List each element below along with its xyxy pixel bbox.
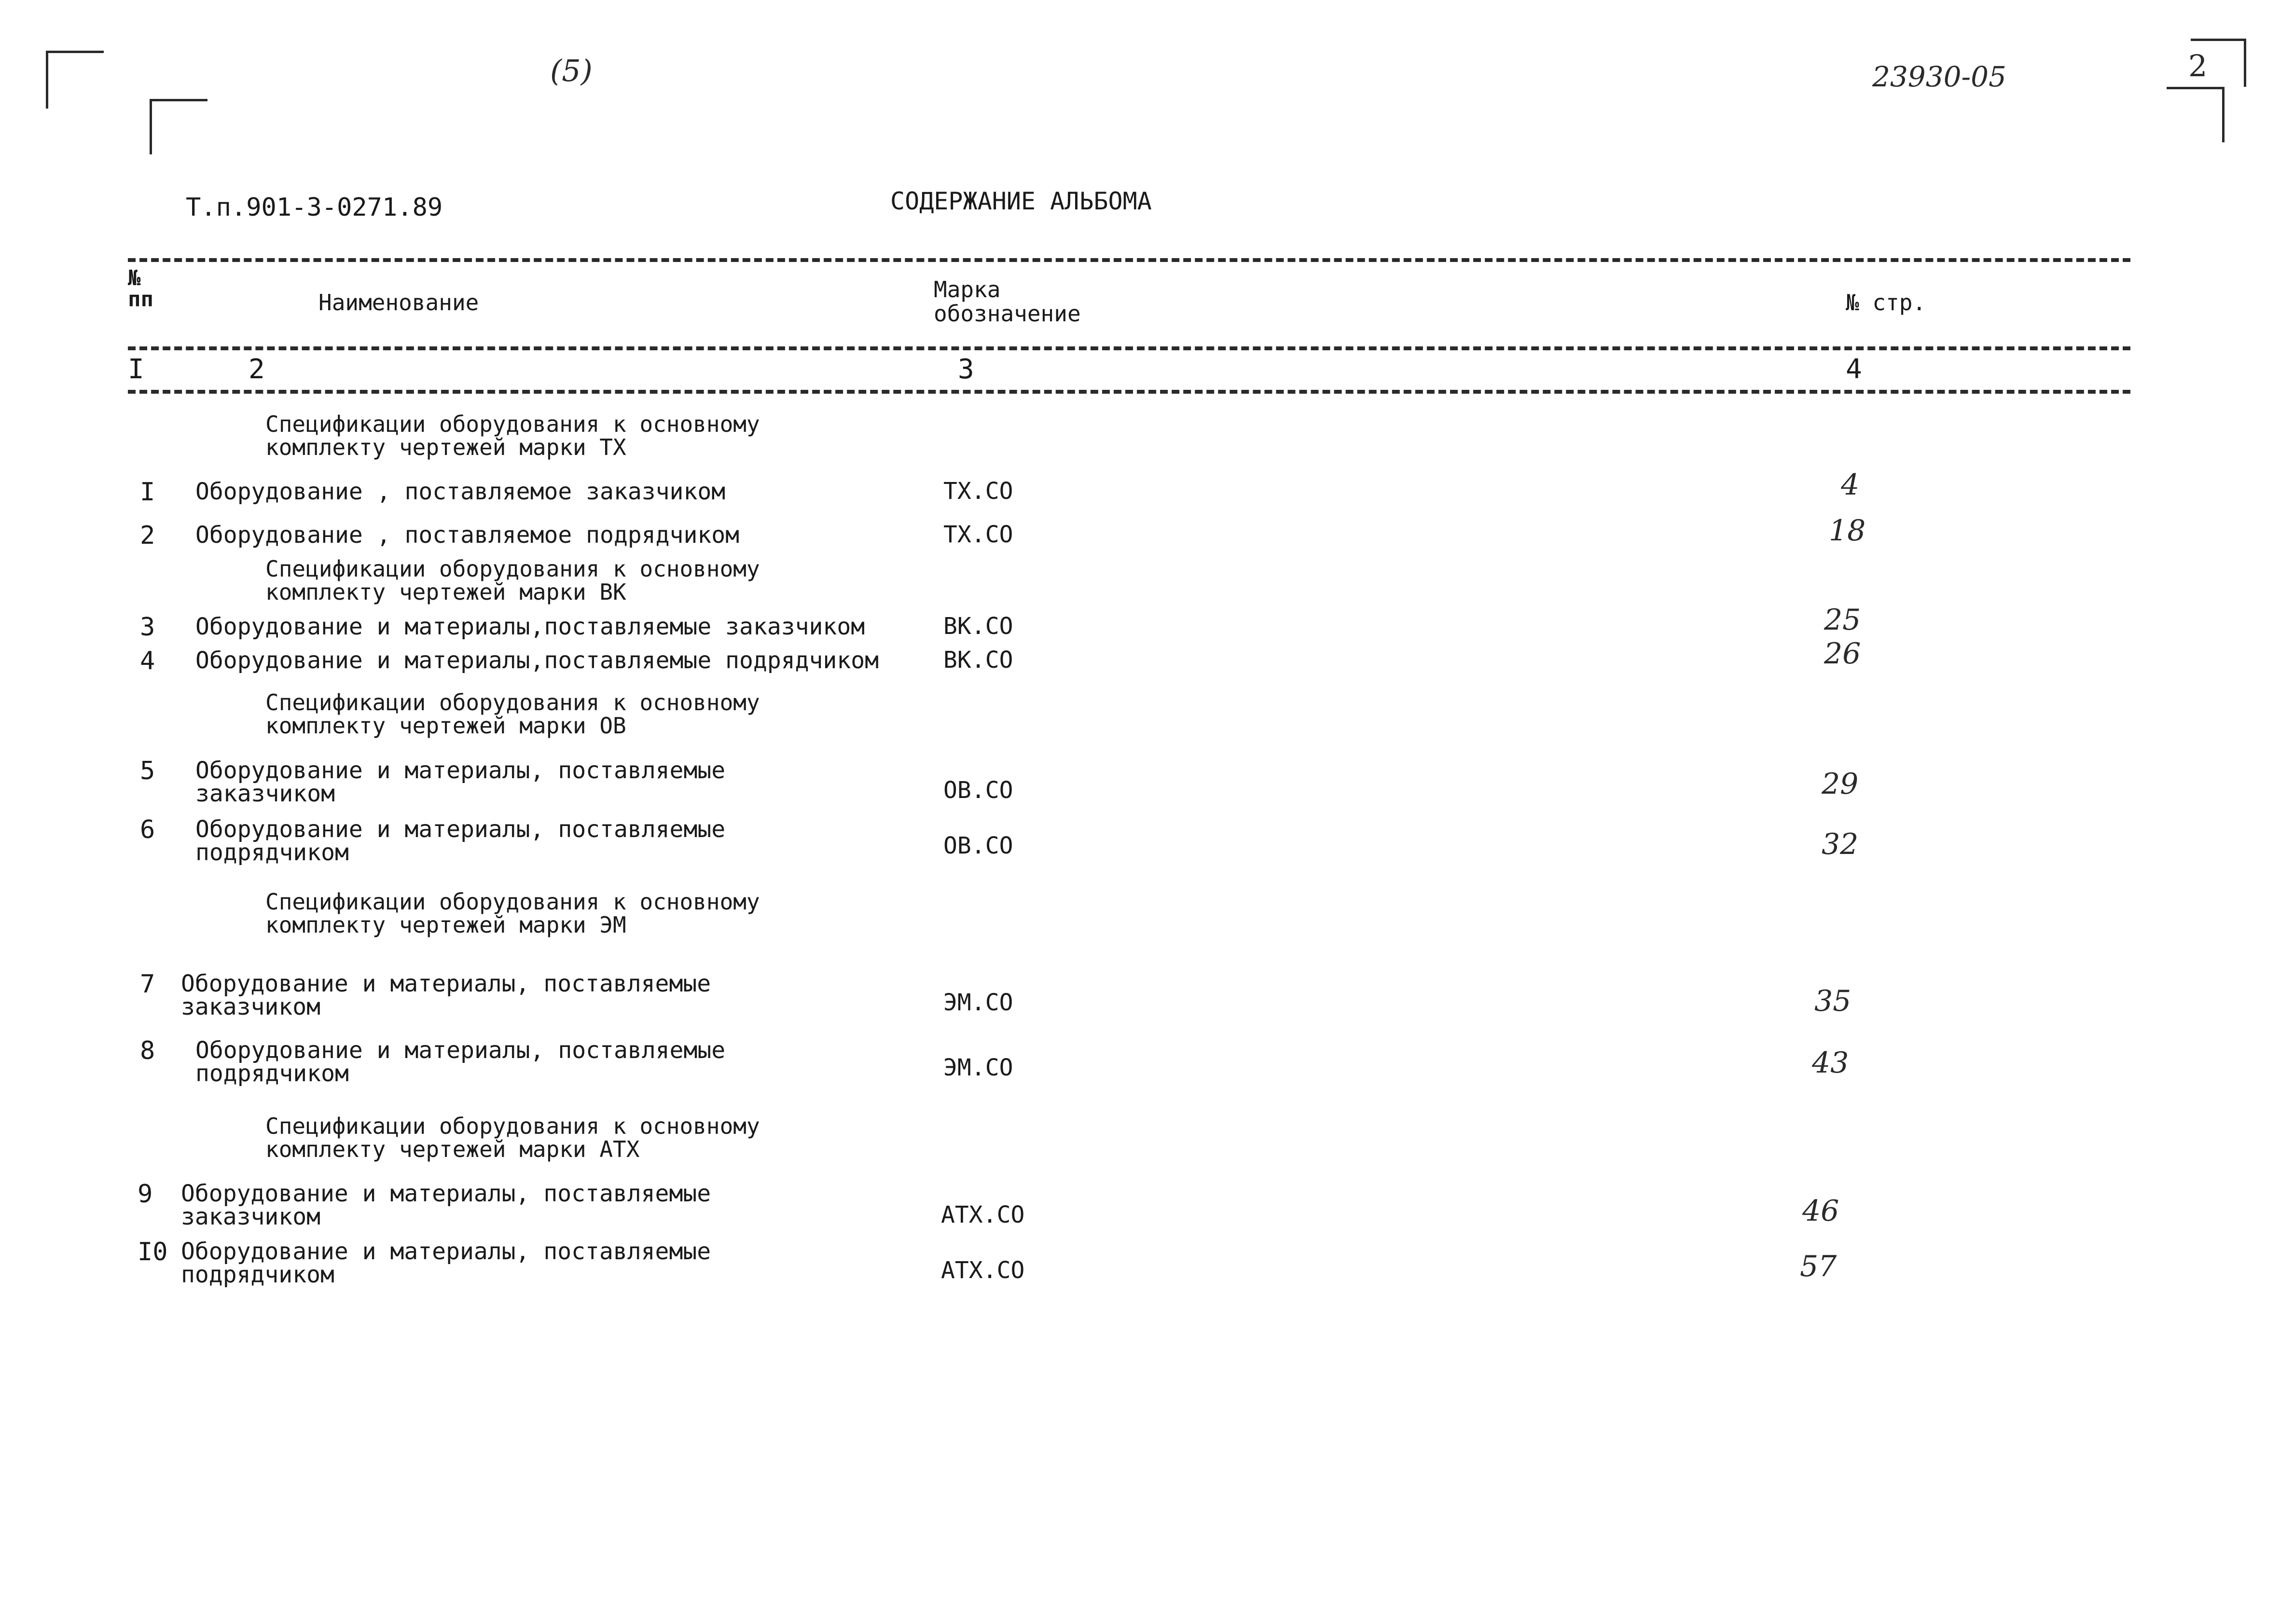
corner-number: 2: [2188, 48, 2208, 83]
corner-mark-top-right-inner: [2167, 87, 2225, 142]
section-heading-tx: Спецификации оборудования к основному комплекту чертежей марки ТХ: [265, 411, 760, 460]
row-name: Оборудование и материалы,поставляемые заказчиком: [195, 613, 865, 640]
row-number: 9: [138, 1180, 153, 1209]
column-header-page: № стр.: [1846, 289, 1926, 316]
column-header-number: № пп: [128, 266, 153, 312]
row-code: ОВ.СО: [943, 777, 1013, 804]
row-page: 43: [1812, 1046, 1849, 1080]
row-name: Оборудование , поставляемое подрядчиком: [195, 522, 740, 549]
row-page: 4: [1841, 468, 1860, 502]
row-code: ВК.СО: [943, 613, 1013, 640]
row-name: Оборудование и материалы,поставляемые подрядчиком: [195, 647, 879, 674]
row-page: 57: [1800, 1250, 1837, 1283]
row-page: 35: [1814, 984, 1852, 1018]
column-number-1: I: [128, 354, 144, 385]
row-code: ВК.СО: [943, 647, 1013, 674]
section-heading-atx: Спецификации оборудования к основному комплекту чертежей марки АТХ: [265, 1113, 760, 1162]
document-number: 23930-05: [1872, 60, 2006, 93]
row-name: Оборудование и материалы, поставляемые заказчиком: [195, 757, 726, 807]
row-number: 5: [140, 757, 155, 785]
row-name: Оборудование и материалы, поставляемые заказчиком: [181, 970, 711, 1020]
page-title: СОДЕРЖАНИЕ АЛЬБОМА: [890, 187, 1152, 215]
section-heading-vk: Спецификации оборудования к основному комплекту чертежей марки ВК: [265, 556, 760, 605]
row-name: Оборудование и материалы, поставляемые подрядчиком: [181, 1238, 711, 1288]
row-code: АТХ.СО: [941, 1257, 1025, 1284]
row-number: 8: [140, 1036, 155, 1065]
row-number: 7: [140, 970, 155, 999]
row-code: ЭМ.СО: [943, 1054, 1013, 1081]
column-number-4: 4: [1846, 354, 1862, 385]
column-header-code: Марка обозначение: [934, 276, 1081, 327]
rule-colnums-bottom: [128, 390, 2130, 394]
row-code: АТХ.СО: [941, 1201, 1025, 1228]
row-number: I: [140, 478, 155, 507]
rule-top: [128, 258, 2130, 262]
row-code: ТХ.СО: [943, 478, 1013, 505]
row-page: 25: [1824, 603, 1861, 637]
row-code: ОВ.СО: [943, 832, 1013, 859]
row-number: 2: [140, 521, 155, 550]
row-code: ТХ.СО: [943, 521, 1013, 548]
corner-mark-top-left-inner: [150, 99, 207, 154]
row-page: 29: [1822, 767, 1859, 801]
row-name: Оборудование и материалы, поставляемые подрядчиком: [195, 1037, 726, 1087]
section-heading-ov: Спецификации оборудования к основному комплекту чертежей марки ОВ: [265, 689, 760, 739]
row-name: Оборудование и материалы, поставляемые подрядчиком: [195, 816, 726, 866]
row-page: 32: [1822, 827, 1859, 861]
row-code: ЭМ.СО: [943, 989, 1013, 1016]
row-page: 46: [1802, 1194, 1839, 1228]
column-number-3: 3: [958, 354, 974, 385]
row-name: Оборудование и материалы, поставляемые заказчиком: [181, 1180, 711, 1230]
column-header-name: Наименование: [318, 289, 479, 316]
section-heading-em: Спецификации оборудования к основному комплекту чертежей марки ЭМ: [265, 889, 760, 938]
row-number: I0: [138, 1238, 168, 1266]
row-number: 6: [140, 815, 155, 844]
rule-header-bottom: [128, 346, 2130, 350]
row-number: 4: [140, 647, 155, 675]
row-page: 18: [1829, 514, 1866, 548]
row-number: 3: [140, 613, 155, 642]
row-name: Оборудование , поставляемое заказчиком: [195, 478, 726, 505]
corner-mark-top-left-outer: [46, 51, 104, 109]
project-code: Т.п.901-3-0271.89: [186, 193, 443, 222]
sheet-number: (5): [550, 53, 593, 88]
column-number-2: 2: [249, 354, 265, 385]
row-page: 26: [1824, 637, 1861, 671]
